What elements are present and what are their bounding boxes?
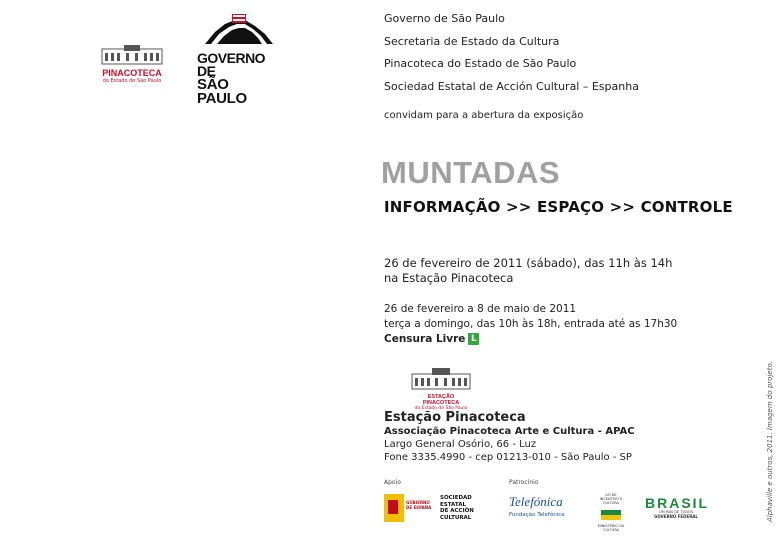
- venue-assoc: Associação Pinacoteca Arte e Cultura - APAC: [384, 426, 635, 437]
- gobierno-espana-text: GOBIERNO DE ESPAÑA: [406, 500, 432, 510]
- estacao-building-icon: [410, 368, 472, 390]
- host-item: Pinacoteca do Estado de São Paulo: [384, 57, 577, 70]
- seacex-line: CULTURAL: [440, 514, 472, 521]
- pinacoteca-building-icon: [98, 45, 166, 65]
- hosts-list: [384, 13, 639, 103]
- fundacao-label: Fundação Telefônica: [509, 512, 565, 518]
- pinacoteca-logo: [98, 45, 166, 84]
- venue-info: [384, 410, 635, 464]
- lei-incentivo-text: LEI DE INCENTIVO À CULTURA: [599, 493, 623, 505]
- ministerio-emblem-icon: [601, 510, 621, 520]
- rating-label: Censura Livre: [384, 333, 466, 345]
- rating-badge: L: [468, 333, 479, 345]
- seacex-logo: [440, 495, 474, 521]
- venue-phone: Fone 3335.4990 - cep 01213-010 - São Paulo - SP: [384, 452, 632, 463]
- exhibition-title: MUNTADAS: [381, 155, 561, 190]
- venue-name: Estação Pinacoteca: [384, 410, 526, 425]
- estacao-logo: [410, 368, 472, 411]
- governo-federal-text: GOVERNO FEDERAL: [654, 514, 698, 519]
- lei-incentivo-logo: [596, 493, 626, 532]
- estacao-logo-sub: do Estado de São Paulo: [414, 406, 468, 411]
- host-item: Sociedad Estatal de Acción Cultural – Espanha: [384, 79, 639, 93]
- brasil-wordmark: BRASIL: [645, 495, 710, 511]
- pinacoteca-logo-sub: do Estado de São Paulo: [102, 78, 162, 84]
- governo-sp-logo: [197, 14, 281, 106]
- opening-info: [384, 256, 672, 286]
- telefonica-logo: [509, 494, 569, 518]
- seacex-line: SOCIEDAD: [440, 495, 472, 501]
- seacex-line: DE ACCIÓN: [440, 508, 474, 514]
- opening-venue: na Estação Pinacoteca: [384, 271, 514, 285]
- venue-address: Largo General Osório, 66 - Luz: [384, 439, 537, 450]
- exhibition-subtitle: INFORMAÇÃO >> ESPAÇO >> CONTROLE: [384, 198, 733, 216]
- ministerio-text: MINISTÉRIO DA CULTURA: [597, 524, 625, 532]
- sp-map-icon: [197, 14, 281, 48]
- pinacoteca-logo-name: PINACOTECA: [102, 68, 162, 78]
- rating: [384, 332, 677, 347]
- brasil-sub: UM PAÍS DE TODOS: [659, 510, 693, 514]
- host-item: Governo de São Paulo: [384, 12, 505, 25]
- opening-date: 26 de fevereiro de 2011 (sábado), das 11h às 14h: [384, 256, 673, 270]
- schedule-hours: terça a domingo, das 10h às 18h, entrada até as 17h30: [384, 318, 678, 330]
- brasil-logo: [645, 495, 710, 519]
- governo-logo-line2: SÃO PAULO: [197, 76, 247, 107]
- image-credit: Alphaville e outros, 2011. Imagem do projeto.: [766, 361, 774, 522]
- governo-logo-line1: GOVERNO DE: [197, 50, 266, 79]
- apoio-label: Apoio: [384, 479, 401, 486]
- spain-flag-icon: [384, 494, 404, 522]
- schedule-dates: 26 de fevereiro a 8 de maio de 2011: [384, 303, 577, 315]
- seacex-line: ESTATAL: [440, 501, 466, 508]
- gobierno-espana-logo: [384, 494, 436, 524]
- estacao-logo-name: ESTAÇÃO PINACOTECA: [422, 394, 460, 406]
- patrocinio-label: Patrocínio: [509, 479, 539, 486]
- host-item: Secretaria de Estado da Cultura: [384, 34, 560, 48]
- schedule-info: [384, 302, 677, 347]
- telefonica-wordmark: Telefónica: [509, 494, 563, 509]
- invite-text: convidam para a abertura da exposição: [384, 110, 584, 121]
